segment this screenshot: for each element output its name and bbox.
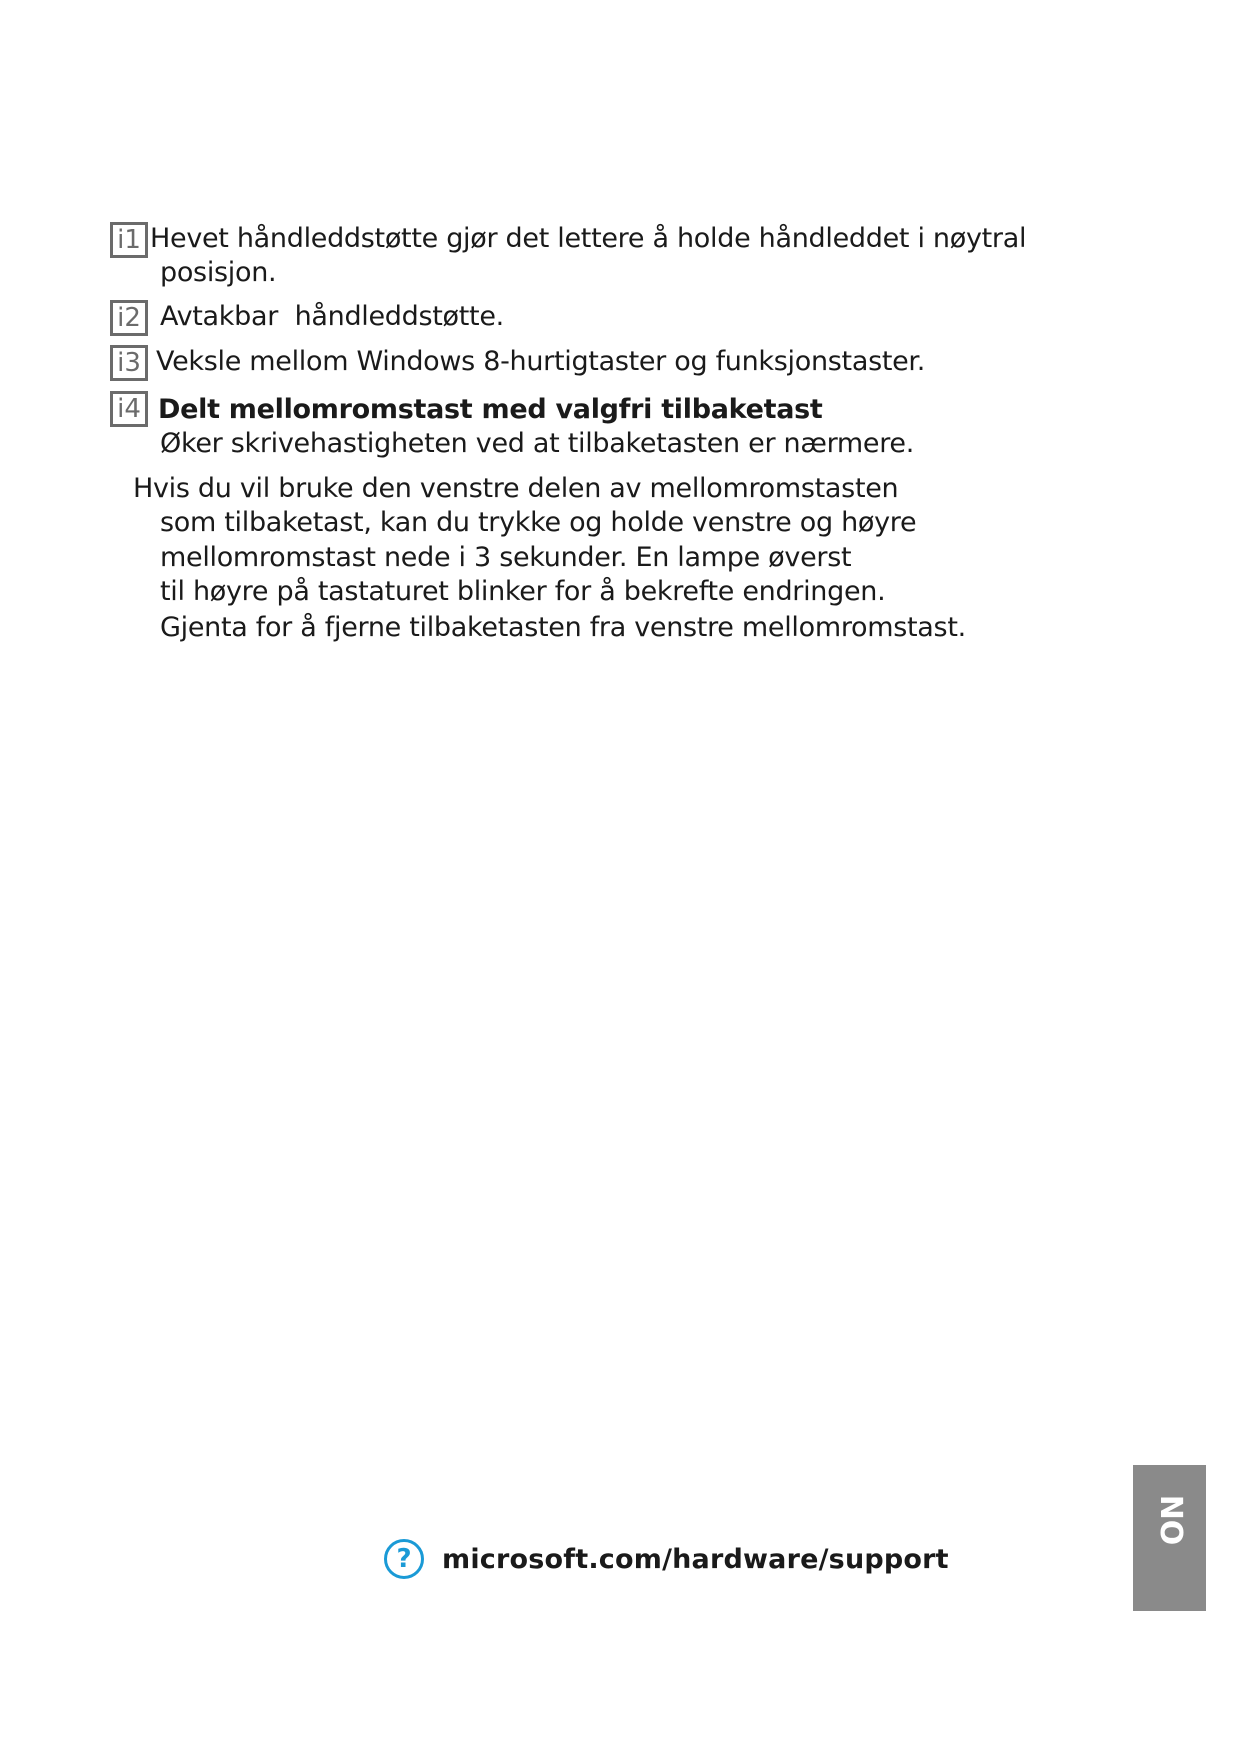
feature-text-line: Avtakbar håndleddstøtte. [160,301,504,332]
paragraph-line: Gjenta for å fjerne tilbaketasten fra venstre mellomromstast. [160,612,966,643]
support-link[interactable] [384,1535,949,1583]
language-code: NO [1152,1494,1188,1546]
paragraph-line: mellomromstast nede i 3 sekunder. En lampe øverst [160,542,852,573]
feature-title: Delt mellomromstast med valgfri tilbaketast [158,394,823,425]
support-url[interactable]: microsoft.com/hardware/support [442,1543,949,1575]
language-tab [1133,1465,1206,1611]
item-number-badge: i1 [110,222,148,258]
item-number-badge: i3 [110,345,148,381]
paragraph-line: som tilbaketast, kan du trykke og holde venstre og høyre [160,507,917,538]
paragraph-line: Hvis du vil bruke den venstre delen av mellomromstasten [133,473,899,504]
feature-text-line: posisjon. [160,257,277,288]
item-number-badge: i4 [110,391,148,427]
help-icon: ? [384,1539,424,1579]
item-number-badge: i2 [110,300,148,336]
feature-text-line: Hevet håndleddstøtte gjør det lettere å holde håndleddet i nøytral [150,223,1027,254]
paragraph-line: til høyre på tastaturet blinker for å bekrefte endringen. [160,576,886,607]
feature-text-line: Øker skrivehastigheten ved at tilbaketasten er nærmere. [160,428,915,459]
feature-text-line: Veksle mellom Windows 8-hurtigtaster og funksjonstaster. [156,346,926,377]
